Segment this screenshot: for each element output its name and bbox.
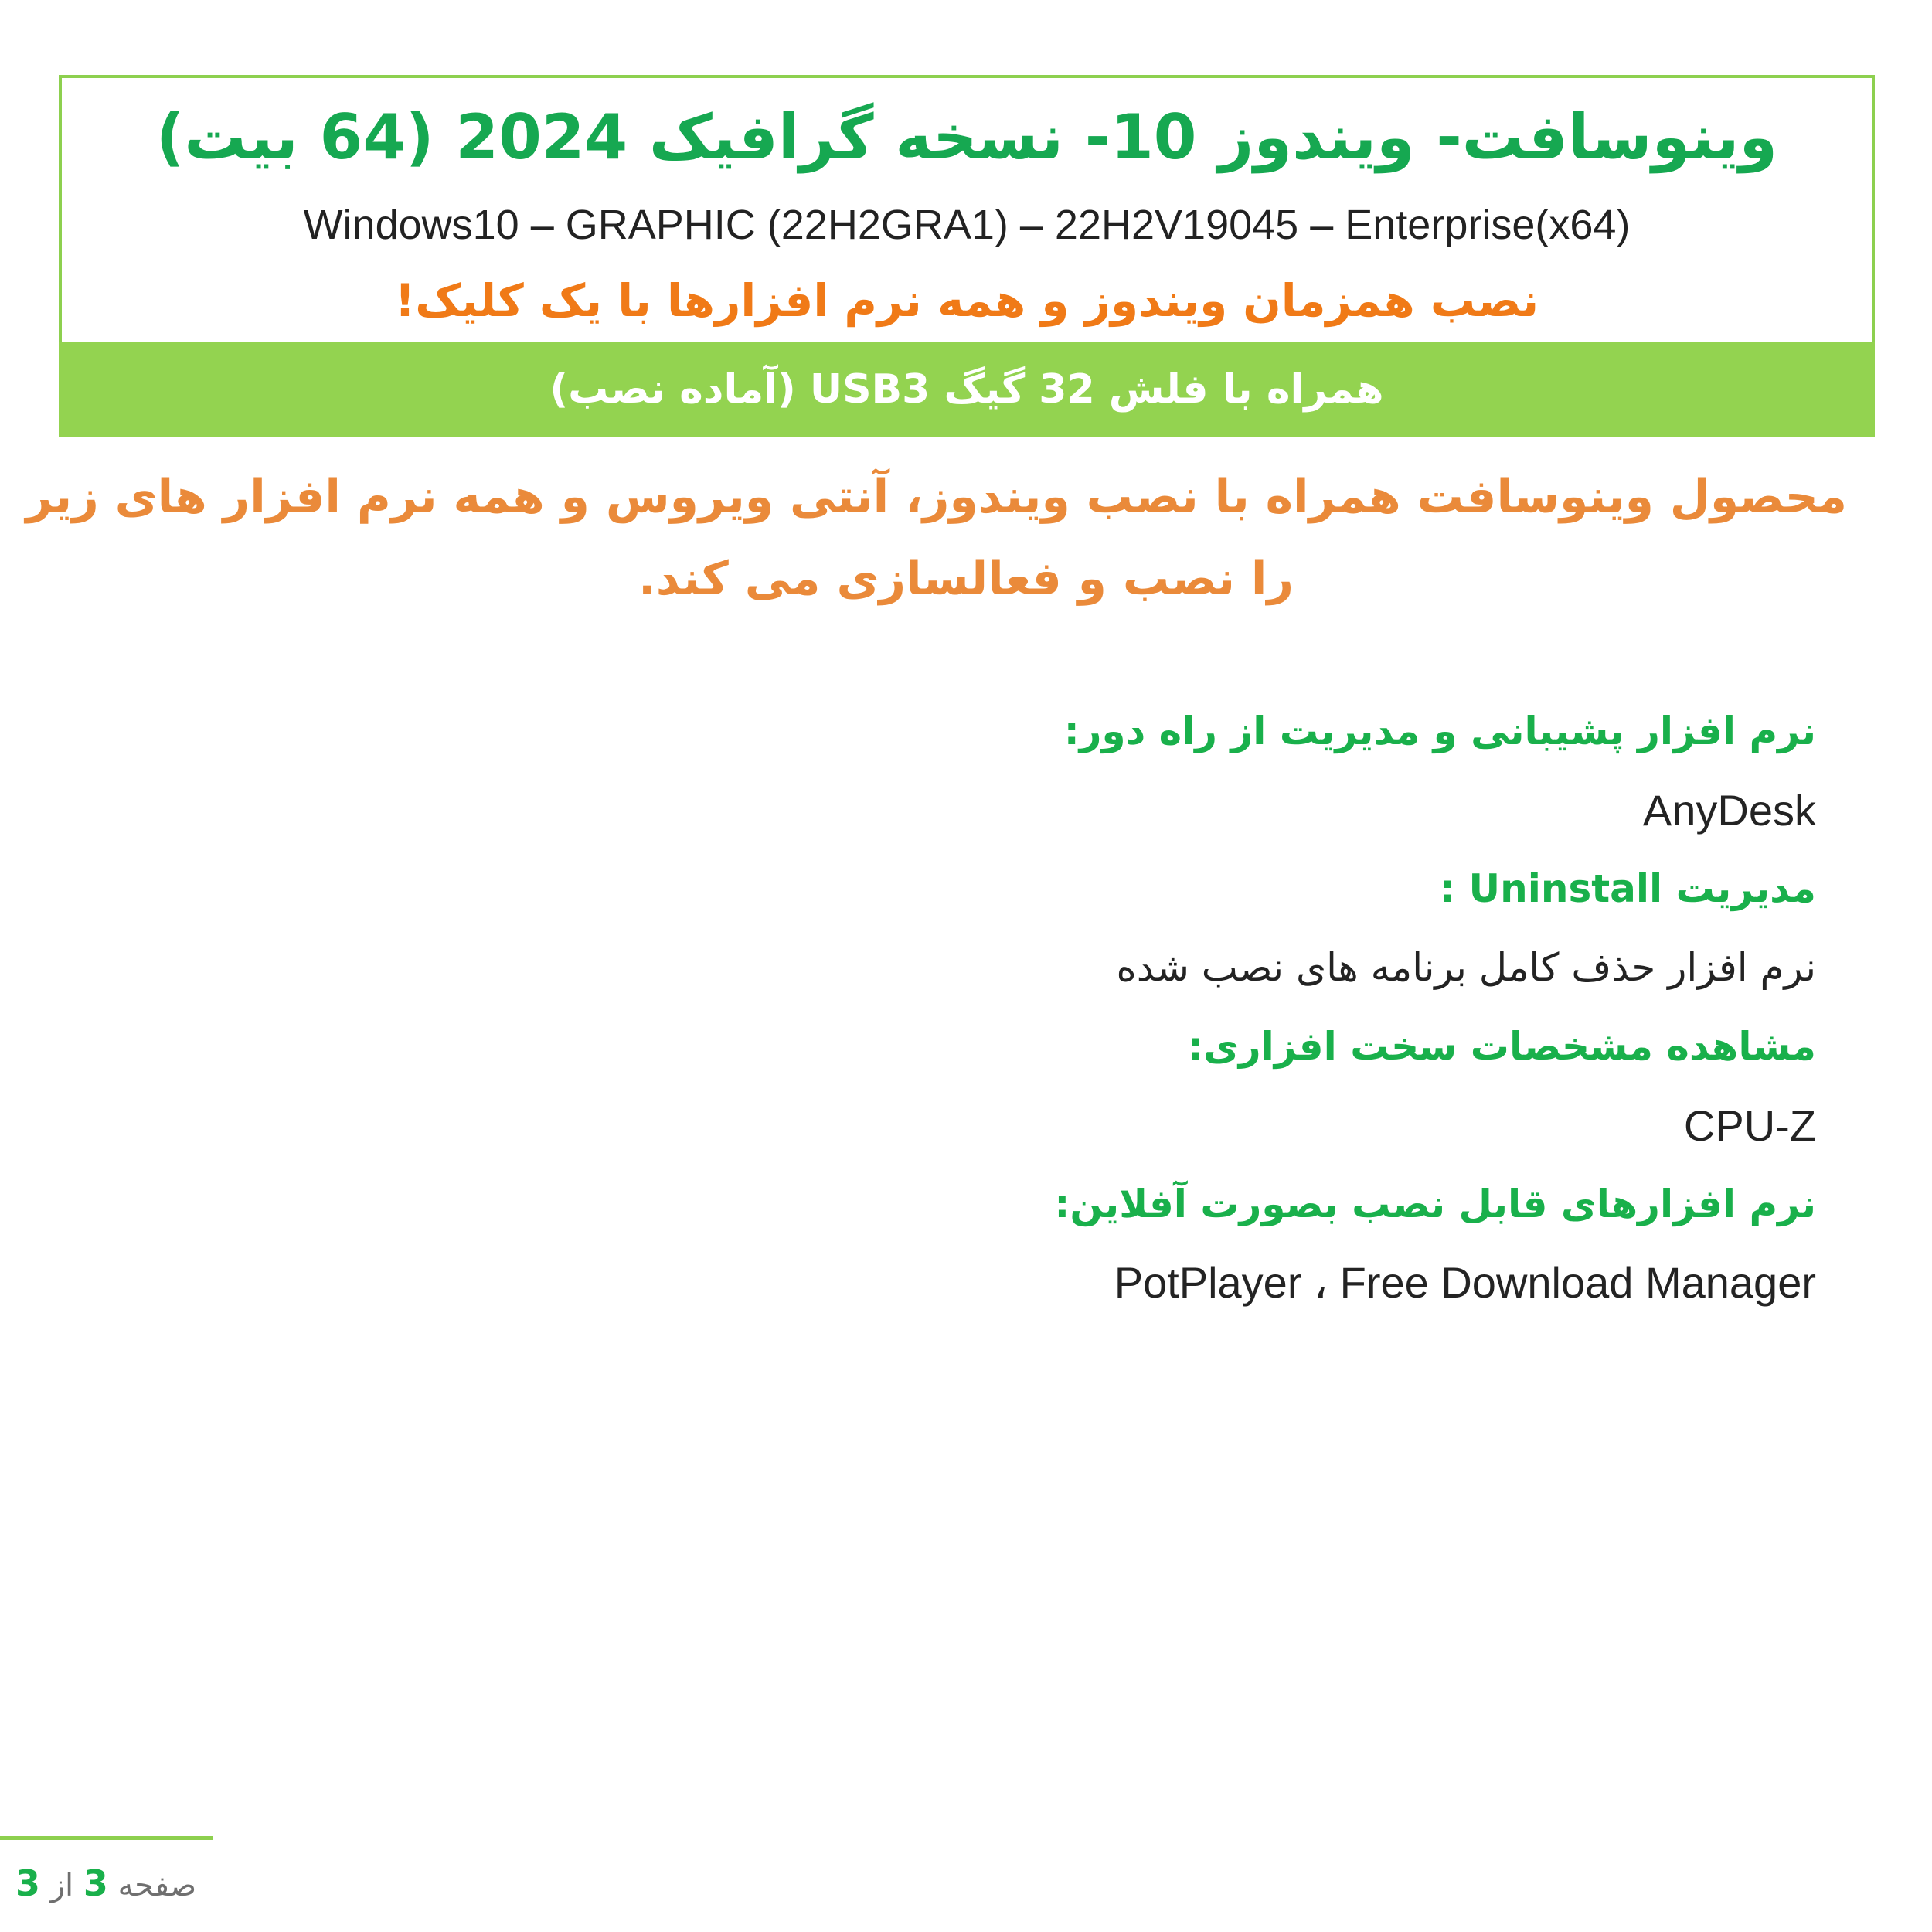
product-description [26, 456, 1847, 620]
page-indicator [15, 1862, 196, 1904]
page-title: وینوسافت- ویندوز 10- نسخه گرافیک 2024 (64 بیت) [155, 101, 1778, 173]
remote-item: AnyDesk [1642, 785, 1816, 835]
uninstall-heading: مدیریت Uninstall : [1440, 866, 1816, 911]
usb-band-text: همراه با فلش 32 گیگ USB3 (آماده نصب) [549, 366, 1384, 413]
description-line-2: را نصب و فعالسازی می کند. [638, 552, 1294, 606]
hardware-heading: مشاهده مشخصات سخت افزاری: [1188, 1024, 1816, 1069]
usb-band [59, 342, 1875, 437]
offline-heading: نرم افزارهای قابل نصب بصورت آفلاین: [1054, 1182, 1816, 1226]
total-pages: 3 [15, 1862, 41, 1904]
page-label: صفحه [117, 1868, 197, 1903]
description-line-1: محصول وینوسافت همراه با نصب ویندوز، آنتی ویروس و همه نرم افزار های زیر [26, 470, 1847, 524]
remote-heading: نرم افزار پشیبانی و مدیریت از راه دور: [1063, 709, 1816, 753]
hardware-item: CPU-Z [1683, 1100, 1816, 1150]
of-label: از [49, 1868, 74, 1903]
header-box [59, 75, 1875, 437]
edition-subtitle: Windows10 – GRAPHIC (22H2GRA1) – 22H2V19045 – Enterprise(x64) [303, 202, 1631, 248]
offline-item: PotPlayer ، Free Download Manager [1114, 1258, 1816, 1307]
footer-divider [0, 1836, 213, 1840]
uninstall-item: نرم افزار حذف کامل برنامه های نصب شده [1116, 945, 1816, 990]
current-page: 3 [83, 1862, 108, 1904]
software-list [580, 692, 1816, 1322]
tagline: نصب همزمان ویندوز و همه نرم افزارها با یک کلیک! [394, 274, 1539, 327]
